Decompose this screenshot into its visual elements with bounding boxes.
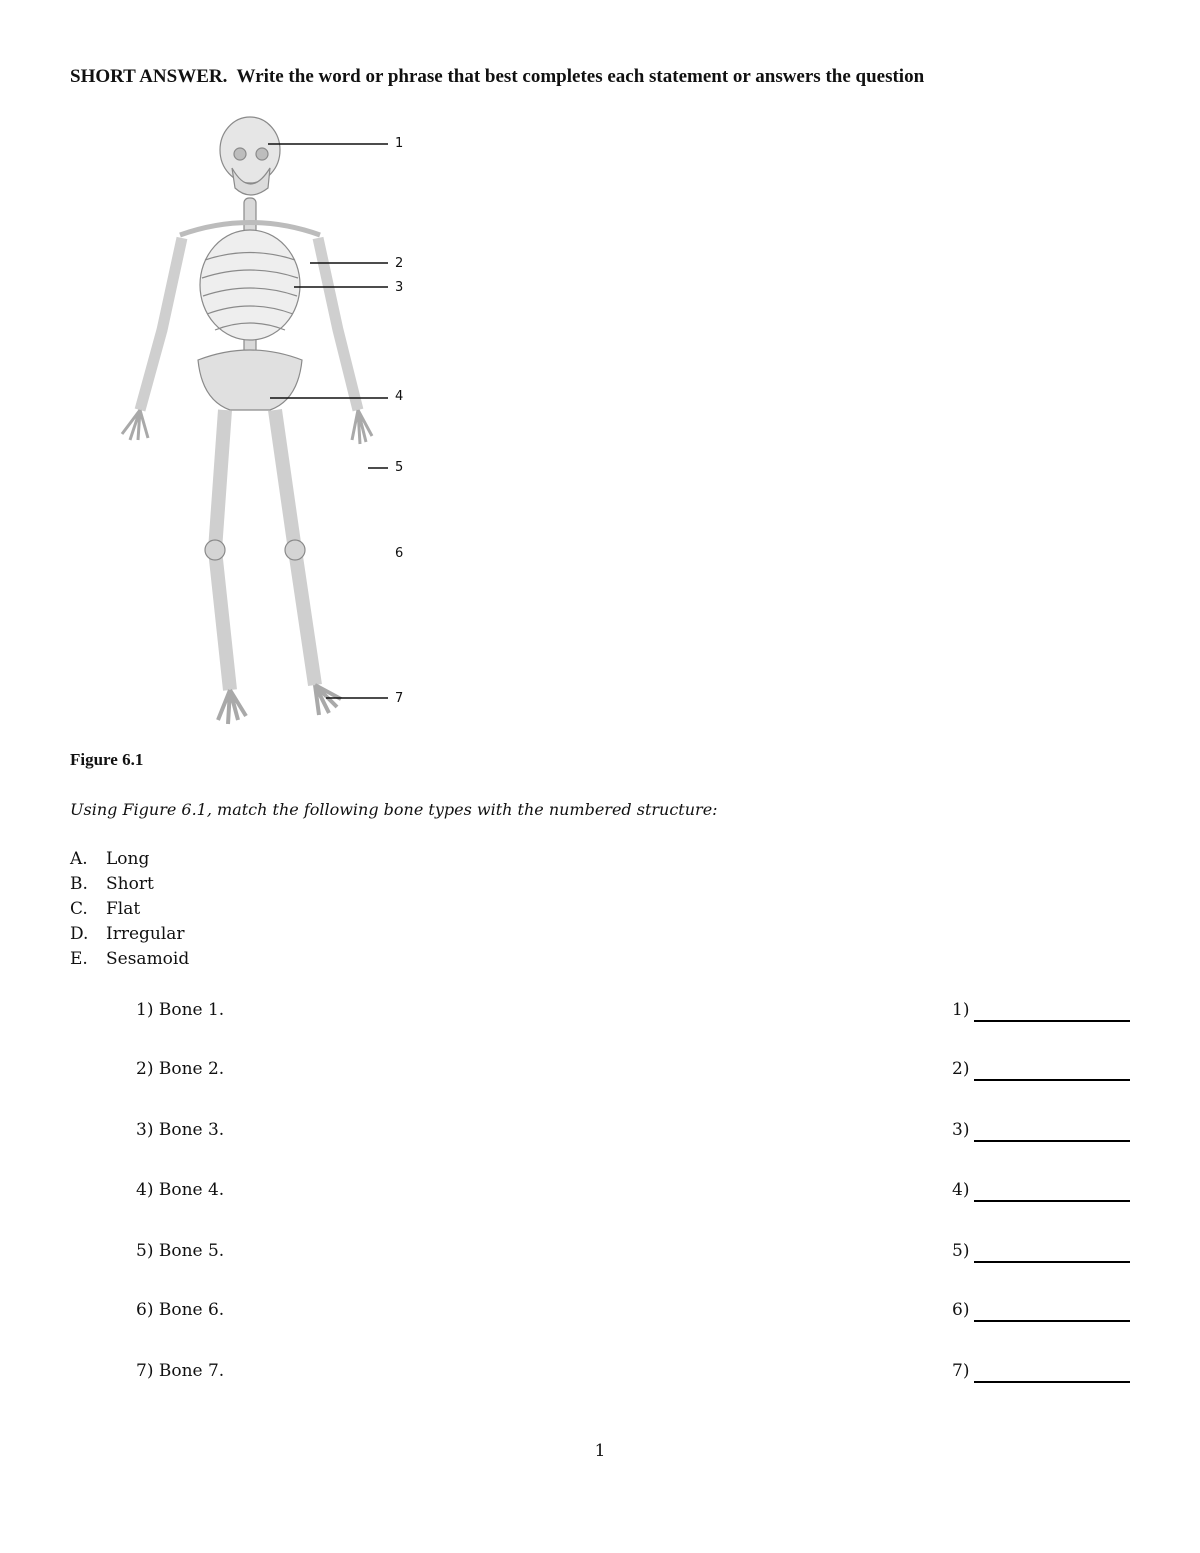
option-b xyxy=(70,874,189,899)
option-text: Flat xyxy=(106,899,141,919)
answer-blank[interactable] xyxy=(974,1320,1130,1322)
figure-label-1: 1 xyxy=(395,136,404,151)
question-prompt: 7) Bone 7. xyxy=(136,1361,225,1381)
answer-blank[interactable] xyxy=(974,1200,1130,1202)
section-heading-instruction: Write the word or phrase that best completes each statement or answers the question xyxy=(236,66,925,87)
figure-label-3: 3 xyxy=(395,280,404,295)
section-heading-lead: SHORT ANSWER. xyxy=(70,66,228,87)
answer-label: 7) xyxy=(952,1361,970,1381)
question-prompt: 4) Bone 4. xyxy=(136,1180,225,1200)
figure-label-6: 6 xyxy=(395,546,404,561)
answer-blank[interactable] xyxy=(974,1020,1130,1022)
figure-label-5: 5 xyxy=(395,460,404,475)
answer-label: 6) xyxy=(952,1300,970,1320)
answer-label: 1) xyxy=(952,1000,970,1020)
answer-blank[interactable] xyxy=(974,1079,1130,1081)
figure-labels xyxy=(395,136,403,706)
option-text: Irregular xyxy=(106,924,185,944)
question-row-5 xyxy=(0,1241,1200,1271)
matching-instructions: Using Figure 6.1, match the following bone types with the numbered structure: xyxy=(70,800,718,819)
question-row-3 xyxy=(0,1120,1200,1150)
question-prompt: 2) Bone 2. xyxy=(136,1059,225,1079)
answer-blank[interactable] xyxy=(974,1381,1130,1383)
question-row-4 xyxy=(0,1180,1200,1210)
bone-type-options xyxy=(70,849,189,974)
answer-label: 5) xyxy=(952,1241,970,1261)
option-e xyxy=(70,949,189,974)
question-row-1 xyxy=(0,1000,1200,1030)
section-heading xyxy=(70,66,1150,88)
option-d xyxy=(70,924,189,949)
option-text: Sesamoid xyxy=(106,949,190,969)
option-letter: E. xyxy=(70,949,88,969)
skeleton-figure xyxy=(70,110,430,750)
question-row-7 xyxy=(0,1361,1200,1391)
question-row-6 xyxy=(0,1300,1200,1330)
question-prompt: 1) Bone 1. xyxy=(136,1000,225,1020)
question-prompt: 3) Bone 3. xyxy=(136,1120,225,1140)
answer-blank[interactable] xyxy=(974,1140,1130,1142)
skeleton-illustration xyxy=(122,117,372,724)
answer-blank[interactable] xyxy=(974,1261,1130,1263)
figure-caption: Figure 6.1 xyxy=(70,750,144,769)
question-prompt: 6) Bone 6. xyxy=(136,1300,225,1320)
question-prompt: 5) Bone 5. xyxy=(136,1241,225,1261)
answer-label: 2) xyxy=(952,1059,970,1079)
option-c xyxy=(70,899,189,924)
figure-label-2: 2 xyxy=(395,256,404,271)
question-row-2 xyxy=(0,1059,1200,1089)
option-letter: C. xyxy=(70,899,88,919)
option-letter: A. xyxy=(70,849,88,869)
answer-label: 3) xyxy=(952,1120,970,1140)
option-letter: B. xyxy=(70,874,88,894)
figure-label-4: 4 xyxy=(395,389,404,404)
option-text: Long xyxy=(106,849,150,869)
figure-label-7: 7 xyxy=(395,691,404,706)
answer-label: 4) xyxy=(952,1180,970,1200)
option-text: Short xyxy=(106,874,154,894)
page-number: 1 xyxy=(594,1441,606,1461)
option-letter: D. xyxy=(70,924,89,944)
option-a xyxy=(70,849,189,874)
